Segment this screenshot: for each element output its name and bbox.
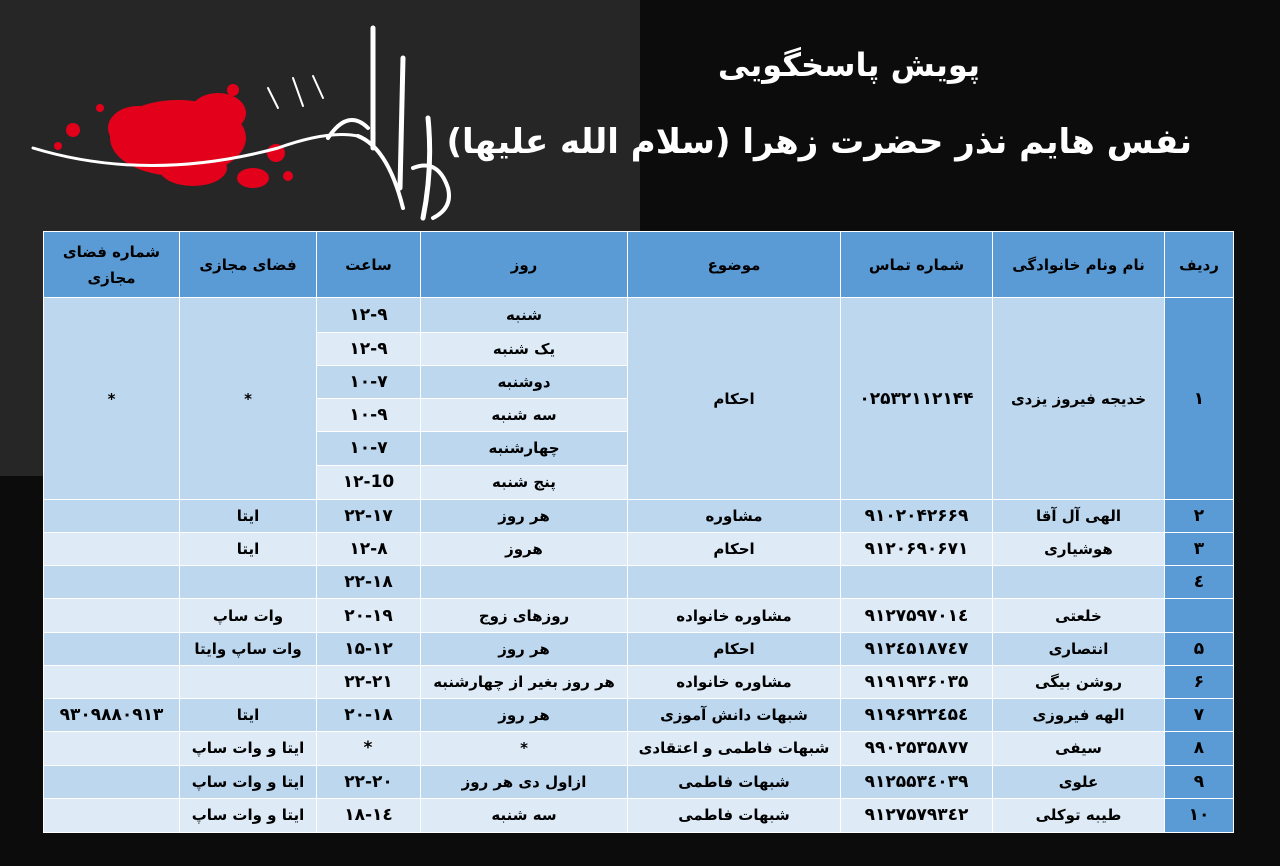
table-row <box>44 798 1234 832</box>
cell-phone: ۰۲۵۳۲۱۱۲۱۴۴ <box>841 298 993 499</box>
header-virtual-number: شماره فضای مجازی <box>44 232 180 298</box>
cell-topic: شبهات دانش آموزی <box>628 699 841 732</box>
header-name: نام ونام خانوادگی <box>993 232 1165 298</box>
cell-radif: ۶ <box>1165 665 1234 698</box>
cell-day: هر روز <box>421 632 628 665</box>
title-line-2: نفس هایم نذر حضرت زهرا (سلام الله علیها) <box>446 122 1192 162</box>
header-virtual: فضای مجازی <box>180 232 317 298</box>
cell-phone: ۹۱۹۱۹۳۶۰۳۵ <box>841 665 993 698</box>
cell-name: سیفی <box>993 732 1165 765</box>
cell-virtual: ایتا و وات ساپ <box>180 798 317 832</box>
cell-day: هروز <box>421 532 628 565</box>
cell-name: هوشیاری <box>993 532 1165 565</box>
table-row <box>44 699 1234 732</box>
cell-day: شنبه <box>421 298 628 332</box>
cell-topic: مشاوره خانواده <box>628 665 841 698</box>
cell-virtual: * <box>180 298 317 499</box>
table-row <box>44 632 1234 665</box>
cell-virtual: وات ساپ وایتا <box>180 632 317 665</box>
cell-day: * <box>421 732 628 765</box>
cell-virtual-number <box>44 765 180 798</box>
cell-virtual-number <box>44 599 180 632</box>
cell-phone: ۹۱۲۵۵۳٤۰۳۹ <box>841 765 993 798</box>
cell-time: ۲۲-۲۱ <box>317 665 421 698</box>
table-row <box>44 732 1234 765</box>
cell-phone: ۹۱۰۲۰۴۲۶۶۹ <box>841 499 993 532</box>
cell-time: * <box>317 732 421 765</box>
cell-virtual: ایتا <box>180 499 317 532</box>
cell-virtual-number: ۹۳۰۹۸۸۰۹۱۳ <box>44 699 180 732</box>
cell-phone: ۹۱۲٤۵۱۸۷٤۷ <box>841 632 993 665</box>
table-row <box>44 566 1234 599</box>
fatemeh-calligraphy-blood-splash-icon <box>28 18 458 228</box>
cell-time: ۱۲-10 <box>317 465 421 499</box>
cell-time: ۲۲-۱۸ <box>317 566 421 599</box>
cell-virtual <box>180 665 317 698</box>
cell-name: انتصاری <box>993 632 1165 665</box>
cell-topic: مشاوره خانواده <box>628 599 841 632</box>
cell-virtual: ایتا <box>180 699 317 732</box>
cell-name: خدیجه فیروز یزدی <box>993 298 1165 499</box>
cell-time: ۲۲-۲۰ <box>317 765 421 798</box>
cell-time: ۲۰-۱۸ <box>317 699 421 732</box>
cell-name: خلعتی <box>993 599 1165 632</box>
cell-virtual-number: * <box>44 298 180 499</box>
cell-phone: ۹۱۲۷۵۹۷۰۱٤ <box>841 599 993 632</box>
table-row <box>44 765 1234 798</box>
cell-radif: ۸ <box>1165 732 1234 765</box>
cell-day <box>421 566 628 599</box>
table-header-row <box>44 232 1234 298</box>
cell-name: علوی <box>993 765 1165 798</box>
header-time: ساعت <box>317 232 421 298</box>
cell-virtual-number <box>44 499 180 532</box>
cell-phone: ۹۱۲۰۶۹۰۶۷۱ <box>841 532 993 565</box>
cell-virtual-number <box>44 566 180 599</box>
cell-day: سه شنبه <box>421 399 628 432</box>
cell-topic: شبهات فاطمی و اعتقادی <box>628 732 841 765</box>
cell-radif: ۱ <box>1165 298 1234 499</box>
cell-time: ۱۸-۱٤ <box>317 798 421 832</box>
cell-day: روزهای زوج <box>421 599 628 632</box>
title-line-1: پویش پاسخگویی <box>717 46 980 84</box>
cell-time: ۱۰-۹ <box>317 399 421 432</box>
cell-topic: احکام <box>628 632 841 665</box>
cell-radif <box>1165 599 1234 632</box>
cell-virtual: وات ساپ <box>180 599 317 632</box>
cell-day: سه شنبه <box>421 798 628 832</box>
table-row <box>44 499 1234 532</box>
header-radif: ردیف <box>1165 232 1234 298</box>
cell-radif: ۳ <box>1165 532 1234 565</box>
cell-radif: ۵ <box>1165 632 1234 665</box>
cell-virtual-number <box>44 798 180 832</box>
cell-topic: شبهات فاطمی <box>628 798 841 832</box>
cell-name: الهه فیروزی <box>993 699 1165 732</box>
cell-virtual: ایتا <box>180 532 317 565</box>
cell-day: یک شنبه <box>421 332 628 365</box>
header-topic: موضوع <box>628 232 841 298</box>
cell-radif: ۷ <box>1165 699 1234 732</box>
header-phone: شماره تماس <box>841 232 993 298</box>
cell-topic: احکام <box>628 298 841 499</box>
cell-virtual-number <box>44 732 180 765</box>
cell-time: ۱۰-۷ <box>317 432 421 465</box>
cell-virtual-number <box>44 632 180 665</box>
schedule-table <box>43 231 1234 833</box>
cell-time: ۱۲-۸ <box>317 532 421 565</box>
cell-virtual-number <box>44 532 180 565</box>
cell-topic: مشاوره <box>628 499 841 532</box>
cell-topic <box>628 566 841 599</box>
cell-topic: احکام <box>628 532 841 565</box>
cell-virtual-number <box>44 665 180 698</box>
table-row <box>44 532 1234 565</box>
cell-time: ۲۲-۱۷ <box>317 499 421 532</box>
cell-phone: ۹۹۰۲۵۳۵۸۷۷ <box>841 732 993 765</box>
cell-day: ازاول دی هر روز <box>421 765 628 798</box>
cell-time: ۱۲-۹ <box>317 298 421 332</box>
cell-virtual <box>180 566 317 599</box>
cell-radif: ٤ <box>1165 566 1234 599</box>
header-day: روز <box>421 232 628 298</box>
table-row <box>44 665 1234 698</box>
cell-day: دوشنبه <box>421 365 628 398</box>
cell-virtual: ایتا و وات ساپ <box>180 732 317 765</box>
cell-time: ۱۵-۱۲ <box>317 632 421 665</box>
cell-phone <box>841 566 993 599</box>
cell-time: ۱۲-۹ <box>317 332 421 365</box>
table-row <box>44 599 1234 632</box>
cell-name: الهی آل آقا <box>993 499 1165 532</box>
cell-phone: ۹۱۹۶۹۲۲٤۵٤ <box>841 699 993 732</box>
cell-time: ۲۰-۱۹ <box>317 599 421 632</box>
cell-day: چهارشنبه <box>421 432 628 465</box>
cell-day: پنج شنبه <box>421 465 628 499</box>
cell-radif: ۲ <box>1165 499 1234 532</box>
cell-radif: ۱۰ <box>1165 798 1234 832</box>
cell-virtual: ایتا و وات ساپ <box>180 765 317 798</box>
cell-day: هر روز <box>421 699 628 732</box>
cell-day: هر روز <box>421 499 628 532</box>
cell-radif: ۹ <box>1165 765 1234 798</box>
cell-topic: شبهات فاطمی <box>628 765 841 798</box>
cell-phone: ۹۱۲۷۵۷۹۳٤۲ <box>841 798 993 832</box>
cell-name: طیبه توکلی <box>993 798 1165 832</box>
cell-name <box>993 566 1165 599</box>
cell-day: هر روز بغیر از چهارشنبه <box>421 665 628 698</box>
cell-time: ۱۰-۷ <box>317 365 421 398</box>
table-row <box>44 298 1234 332</box>
cell-name: روشن بیگی <box>993 665 1165 698</box>
